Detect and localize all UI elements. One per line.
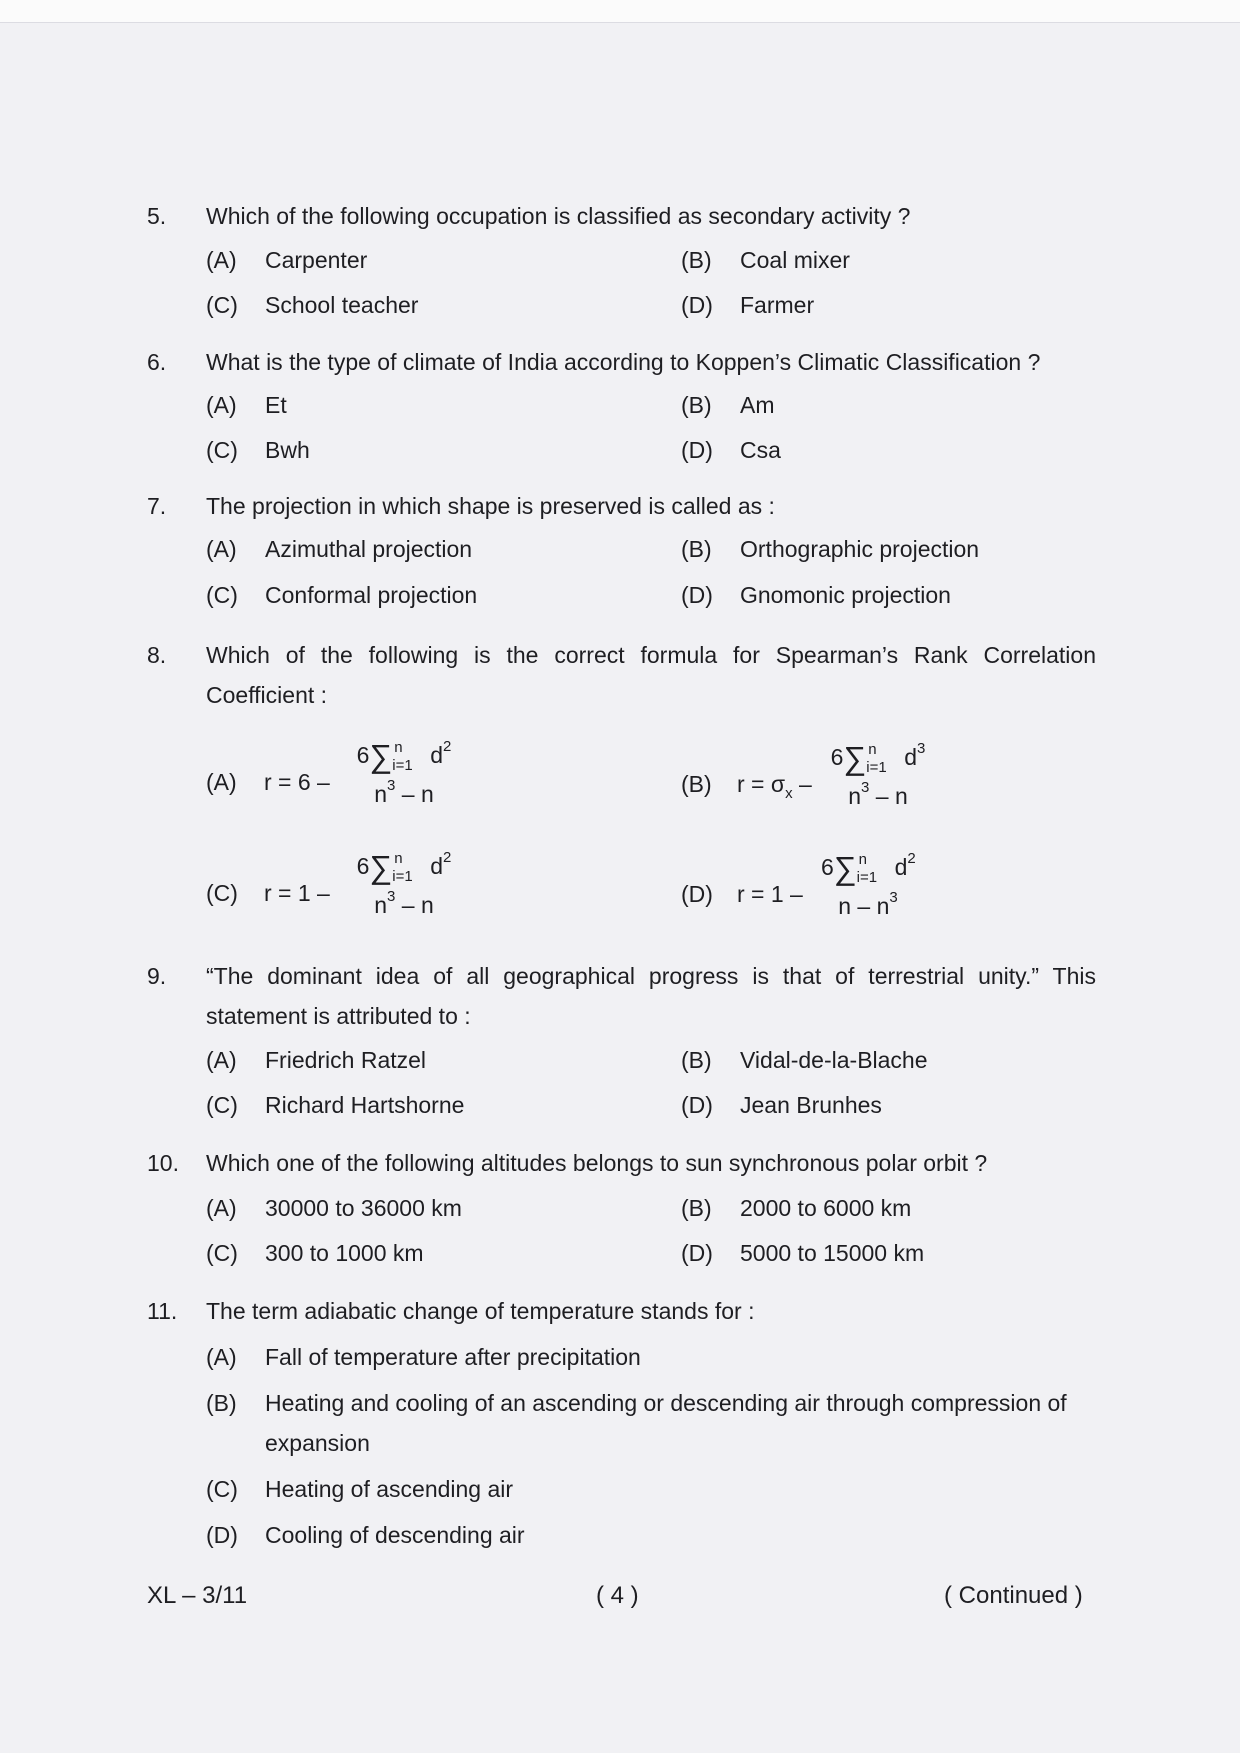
fraction-numerator <box>815 840 921 886</box>
formula-prefix: r = 1 – <box>264 880 330 906</box>
paper-code: XL – 3/11 <box>147 1582 248 1609</box>
q10-option-b[interactable] <box>681 1188 911 1228</box>
q7-option-c[interactable] <box>206 575 477 615</box>
option-text: Heating of ascending air <box>265 1476 514 1502</box>
upper-limit: n <box>868 741 877 758</box>
denominator-tail: – n <box>395 781 434 807</box>
lower-limit: i=1 <box>856 869 878 886</box>
option-text: 2000 to 6000 km <box>740 1195 912 1221</box>
option-text: Orthographic projection <box>740 536 980 562</box>
sigma-symbol: ∑ <box>833 850 857 886</box>
option-text: Conformal projection <box>265 582 478 608</box>
coefficient: 6 <box>830 744 844 770</box>
denominator-exponent: 3 <box>387 777 396 794</box>
option-label: (B) <box>681 1047 712 1073</box>
option-text: Csa <box>740 437 781 463</box>
question-text: “The dominant idea of all geographical progress is that of terrestrial unity.” This statement is attributed to : <box>206 963 1096 1029</box>
option-label: (D) <box>681 582 713 608</box>
lower-limit: i=1 <box>392 868 413 885</box>
question-number: 10. <box>147 1150 179 1176</box>
q6-option-c[interactable] <box>206 430 310 470</box>
q7-option-b[interactable] <box>681 529 979 569</box>
option-label: (C) <box>206 582 238 608</box>
option-text: Farmer <box>740 292 815 318</box>
upper-limit: n <box>858 851 867 868</box>
coefficient: 6 <box>356 742 370 768</box>
option-text: 300 to 1000 km <box>265 1240 424 1266</box>
variable: d <box>904 744 918 770</box>
q6-option-d[interactable] <box>681 430 781 470</box>
exponent: 2 <box>907 850 916 867</box>
q10-option-a[interactable] <box>206 1188 462 1228</box>
question-text: Which of the following is the correct formula for Spearman’s Rank Correlation Coefficient : <box>206 642 1096 708</box>
prefix-main: r = σ <box>737 771 786 797</box>
q7-option-d[interactable] <box>681 575 951 615</box>
fraction-numerator <box>817 730 939 776</box>
lower-limit: i=1 <box>866 759 887 776</box>
q11-option-a[interactable] <box>206 1337 641 1377</box>
q11-option-c[interactable] <box>206 1469 513 1509</box>
question-text: Which one of the following altitudes belongs to sun synchronous polar orbit ? <box>206 1150 988 1176</box>
option-text: Friedrich Ratzel <box>265 1047 427 1073</box>
option-text: Vidal-de-la-Blache <box>740 1047 928 1073</box>
question-text: Which of the following occupation is classified as secondary activity ? <box>206 203 911 229</box>
question-number: 11. <box>147 1298 178 1324</box>
sigma-symbol: ∑ <box>369 738 393 774</box>
option-label: (C) <box>206 292 238 318</box>
sum-limits <box>392 850 430 885</box>
option-text: School teacher <box>265 292 419 318</box>
formula-prefix: r = 1 – <box>737 881 803 907</box>
q8-option-d[interactable] <box>681 850 1101 919</box>
q5-option-c[interactable] <box>206 285 418 325</box>
option-text: 30000 to 36000 km <box>265 1195 462 1221</box>
sum-limits <box>856 851 895 886</box>
option-label: (B) <box>681 1195 712 1221</box>
sum-limits <box>866 741 904 776</box>
q5-option-a[interactable] <box>206 240 367 280</box>
q5-option-b[interactable] <box>681 240 850 280</box>
option-text: Et <box>265 392 287 418</box>
option-text: Cooling of descending air <box>265 1522 525 1548</box>
option-label: (C) <box>206 1476 238 1502</box>
sum-limits <box>392 739 430 774</box>
option-label: (A) <box>206 536 237 562</box>
q6-option-b[interactable] <box>681 385 775 425</box>
page-number: ( 4 ) <box>596 1582 639 1609</box>
fraction <box>342 728 466 807</box>
q6-option-a[interactable] <box>206 385 287 425</box>
denominator-term: n <box>848 783 862 809</box>
option-label: (D) <box>206 1522 238 1548</box>
option-label: (B) <box>206 1390 237 1416</box>
option-label: (A) <box>206 392 237 418</box>
question-text: What is the type of climate of India according to Koppen’s Climatic Classification ? <box>206 349 1041 375</box>
fraction <box>342 839 466 918</box>
option-label: (D) <box>681 881 713 907</box>
option-label: (A) <box>206 247 237 273</box>
upper-limit: n <box>394 850 403 867</box>
option-label: (A) <box>206 1047 237 1073</box>
option-label: (C) <box>206 1240 238 1266</box>
continued-label: ( Continued ) <box>944 1582 1083 1609</box>
variable: d <box>430 853 444 879</box>
option-label: (A) <box>206 1195 237 1221</box>
variable: d <box>894 854 908 880</box>
option-text: Am <box>740 392 775 418</box>
option-text: Richard Hartshorne <box>265 1092 465 1118</box>
option-label: (D) <box>681 292 713 318</box>
exponent: 2 <box>443 738 452 755</box>
denominator-term: n – n <box>838 893 890 919</box>
q9-option-b[interactable] <box>681 1040 928 1080</box>
option-text: 5000 to 15000 km <box>740 1240 925 1266</box>
option-text: Carpenter <box>265 247 368 273</box>
denominator-exponent: 3 <box>861 779 870 796</box>
option-label: (D) <box>681 437 713 463</box>
q5-option-d[interactable] <box>681 285 814 325</box>
fraction-numerator <box>342 728 466 774</box>
option-text: Jean Brunhes <box>740 1092 882 1118</box>
variable: d <box>430 742 444 768</box>
denominator-tail: – n <box>395 892 434 918</box>
fraction-numerator <box>342 839 466 885</box>
option-text: Fall of temperature after precipitation <box>265 1344 641 1370</box>
prefix-tail: – <box>792 771 812 797</box>
page-top-edge <box>0 0 1240 23</box>
option-label: (B) <box>681 771 712 797</box>
q9-option-c[interactable] <box>206 1085 464 1125</box>
exponent: 3 <box>917 740 926 757</box>
option-text: Azimuthal projection <box>265 536 473 562</box>
coefficient: 6 <box>356 853 370 879</box>
denominator-term: n <box>374 781 388 807</box>
q8-option-a[interactable] <box>206 738 626 807</box>
q8-option-b[interactable] <box>681 740 1101 809</box>
option-label: (C) <box>206 1092 238 1118</box>
fraction <box>817 730 939 809</box>
denominator-term: n <box>374 892 388 918</box>
prefix-subscript: x <box>785 785 793 802</box>
option-label: (A) <box>206 1344 237 1370</box>
denominator-tail: – n <box>869 783 908 809</box>
option-label: (A) <box>206 769 237 795</box>
question-number: 5. <box>147 203 167 229</box>
option-text: Coal mixer <box>740 247 850 273</box>
option-label: (C) <box>206 880 238 906</box>
option-label: (D) <box>681 1240 713 1266</box>
exponent: 2 <box>443 849 452 866</box>
option-text: Gnomonic projection <box>740 582 951 608</box>
question-number: 9. <box>147 963 167 989</box>
q9-option-a[interactable] <box>206 1040 426 1080</box>
denominator-exponent: 3 <box>387 888 396 905</box>
option-text: Heating and cooling of an ascending or descending air through compression of expansion <box>265 1390 1067 1456</box>
sigma-symbol: ∑ <box>843 740 867 776</box>
sigma-symbol: ∑ <box>369 849 393 885</box>
lower-limit: i=1 <box>392 757 413 774</box>
question-text: The term adiabatic change of temperature stands for : <box>206 1298 755 1324</box>
formula-prefix: r = 6 – <box>264 769 330 795</box>
question-number: 7. <box>147 493 167 519</box>
question-number: 8. <box>147 642 167 668</box>
formula-prefix <box>737 764 812 814</box>
question-text: The projection in which shape is preserved is called as : <box>206 493 775 519</box>
option-label: (B) <box>681 392 712 418</box>
question-number: 6. <box>147 349 167 375</box>
denominator-tail-exponent: 3 <box>889 889 898 906</box>
q8-option-c[interactable] <box>206 849 626 918</box>
fraction <box>815 840 921 919</box>
q7-option-a[interactable] <box>206 529 472 569</box>
option-label: (C) <box>206 437 238 463</box>
option-label: (B) <box>681 536 712 562</box>
option-label: (B) <box>681 247 712 273</box>
q11-option-d[interactable] <box>206 1515 525 1555</box>
option-label: (D) <box>681 1092 713 1118</box>
q9-option-d[interactable] <box>681 1085 882 1125</box>
q10-option-d[interactable] <box>681 1233 924 1273</box>
coefficient: 6 <box>821 854 834 880</box>
upper-limit: n <box>394 739 403 756</box>
option-text: Bwh <box>265 437 310 463</box>
q10-option-c[interactable] <box>206 1233 424 1273</box>
q11-option-b[interactable] <box>206 1383 1105 1465</box>
